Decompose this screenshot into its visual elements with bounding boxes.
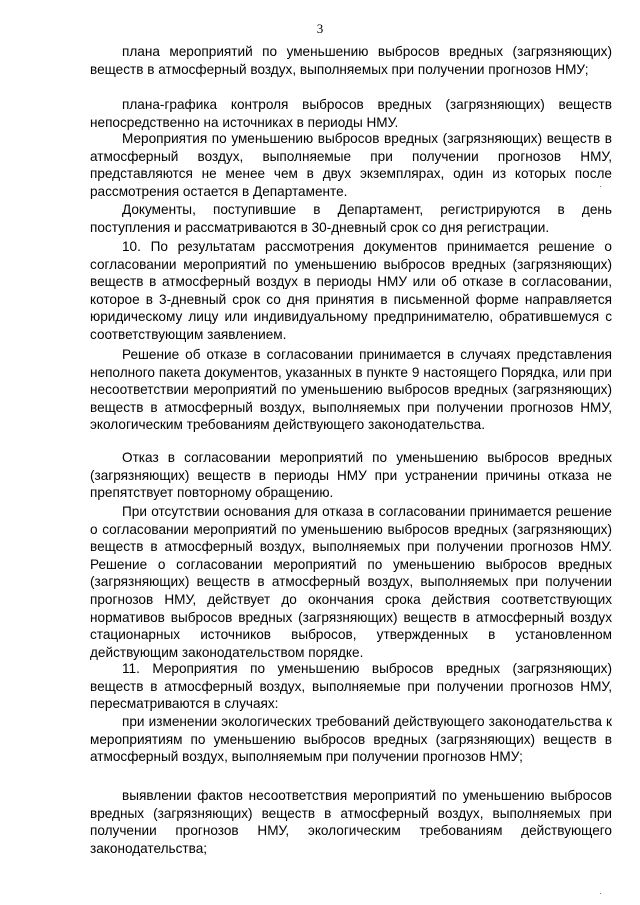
paragraph-item-10: 10. По результатам рассмотрения документов принимается решение о согласовании мероприятий по уменьшению выбросов вредных (загрязняющих) веществ в атмосферный воздух в периоды НМУ или об отказе в согласовании, которое в 3-дневный срок со дня принятия в письменной форме направляется юридическому лицу или индивидуальному предпринимателю, обратившемуся с соответствующим заявлением. — [90, 239, 612, 342]
page-number: 3 — [316, 21, 324, 36]
scan-speck — [600, 186, 601, 187]
paragraph-repeat-request: Отказ в согласовании мероприятий по уменьшению выбросов вредных (загрязняющих) веществ в периоды НМУ при устранении причины отказа не препятствует повторному обращению. — [90, 450, 612, 501]
paragraph-plan-measures: плана мероприятий по уменьшению выбросов вредных (загрязняющих) веществ в атмосферный воздух, выполняемых при получении прогнозов НМУ; — [90, 44, 612, 77]
paragraph-refusal-decision: Решение об отказе в согласовании принимается в случаях представления неполного пакета документов, указанных в пункте 9 настоящего Порядка, или при несоответствии мероприятий по уменьшению выбросов вредных (загрязняющих) веществ в атмосферный воздух, выполняемых при получении прогнозов НМУ, экологическим требованиям действующего законодательства. — [90, 347, 612, 433]
paragraph-item-11: 11. Мероприятия по уменьшению выбросов вредных (загрязняющих) веществ в атмосферный воздух, выполняемые при получении прогнозов НМУ, пересматриваются в случаях: — [90, 661, 612, 712]
paragraph-copies: Мероприятия по уменьшению выбросов вредных (загрязняющих) веществ в атмосферный воздух, выполняемые при получении прогнозов НМУ, представляются не менее чем в двух экземплярах, один из которых после рассмотрения остается в Департаменте. — [90, 131, 612, 199]
paragraph-case-requirements-change: при изменении экологических требований действующего законодательства к мероприятиям по уменьшению выбросов вредных (загрязняющих) веществ в атмосферный воздух, выполняемым при получении прогнозов НМУ; — [90, 714, 612, 765]
paragraph-control-schedule: плана-графика контроля выбросов вредных (загрязняющих) веществ непосредственно на источниках в периоды НМУ. — [90, 97, 612, 130]
paragraph-case-noncompliance: выявлении фактов несоответствия мероприятий по уменьшению выбросов вредных (загрязняющих) веществ в атмосферный воздух, выполняемых при получении прогнозов НМУ, экологическим требованиям действующего законодательства; — [90, 788, 612, 856]
scan-speck — [600, 893, 601, 894]
paragraph-approval-decision: При отсутствии основания для отказа в согласовании принимается решение о согласовании мероприятий по уменьшению выбросов вредных (загрязняющих) веществ в атмосферный воздух, выполняемых при получении прогнозов НМУ. Решение о согласовании мероприятий по уменьшению выбросов вредных (загрязняющих) веществ в атмосферный воздух, выполняемых при получении прогнозов НМУ, действует до окончания срока действия соответствующих нормативов выбросов вредных (загрязняющих) веществ в атмосферный воздух стационарных источников выбросов, утвержденных в установленном действующим законодательством порядке. — [90, 504, 612, 660]
paragraph-registration: Документы, поступившие в Департамент, регистрируются в день поступления и рассматриваются в 30-дневный срок со дня регистрации. — [90, 202, 612, 235]
